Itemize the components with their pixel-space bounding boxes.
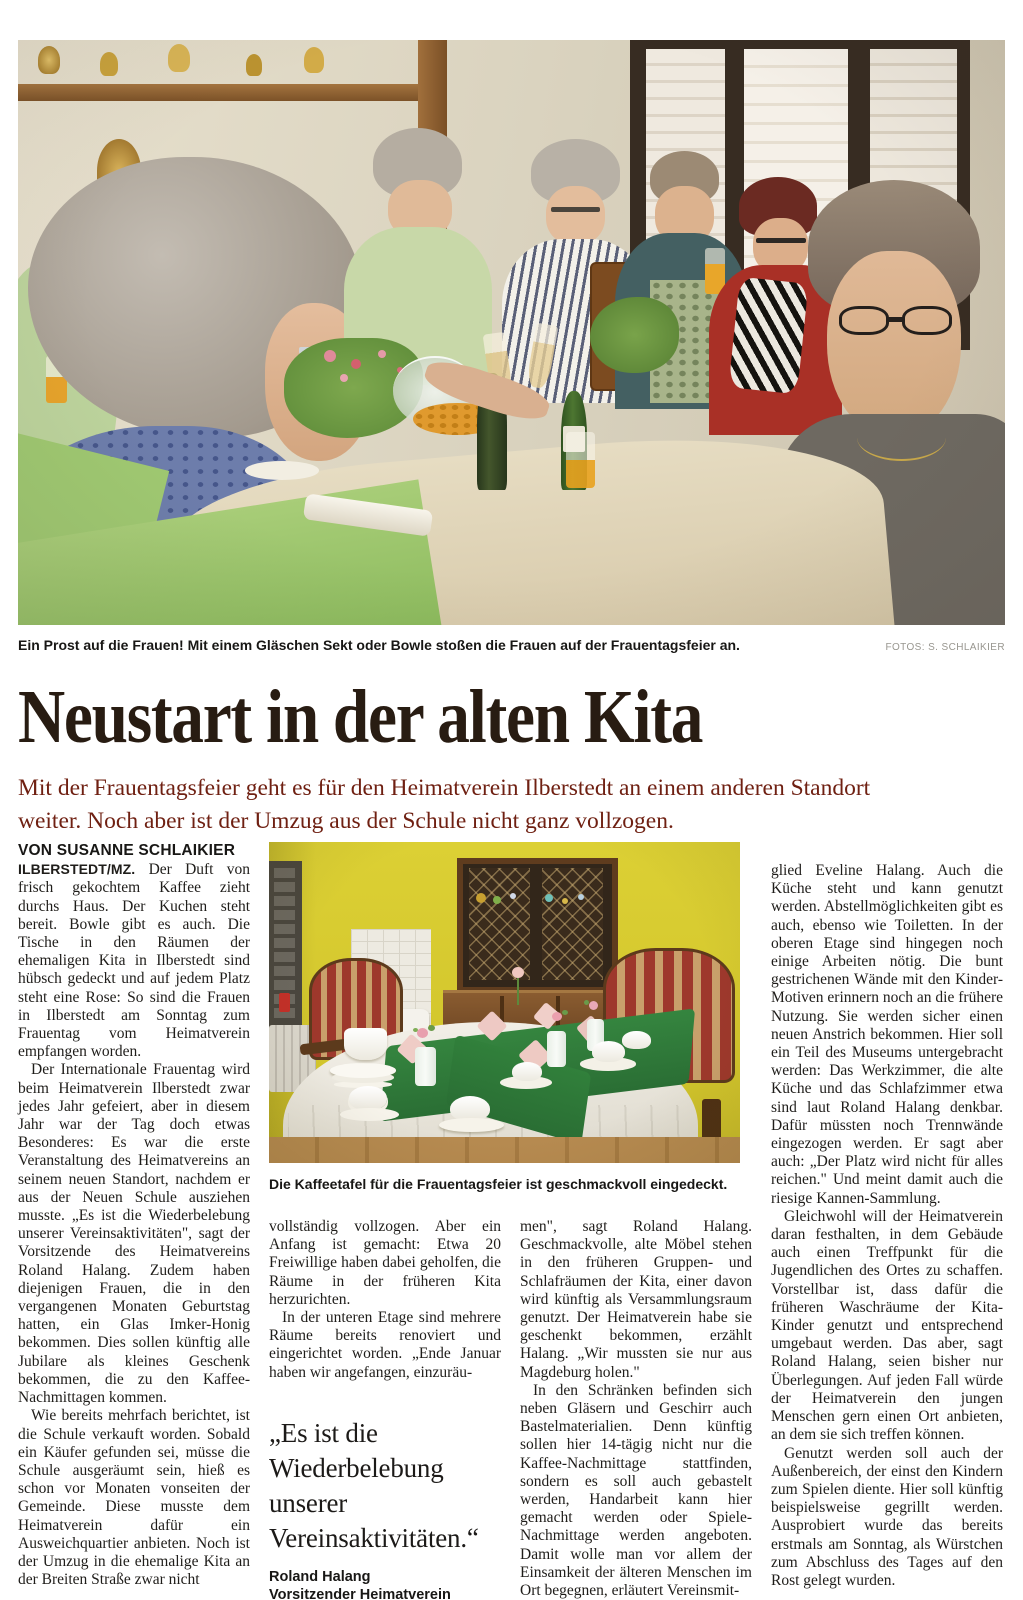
middle-figure-block [269,842,752,1218]
pull-quote-text: „Es ist die Wiederbelebung unserer Vereinsaktivitäten.“ [269,1417,479,1553]
paragraph: In der unteren Etage sind mehrere Räume bereits renoviert und eingerichtet worden. „Ende Januar haben wir angefangen, einzuräu- [269,1309,501,1381]
top-photo-caption-row [18,636,1005,654]
deck-line-2: weiter. Noch aber ist der Umzug aus der Schule nicht ganz vollzogen. [18,808,674,834]
top-photo-frauentagsfeier [18,40,1005,625]
pull-quote-role: Vorsitzender Heimatverein [269,1586,451,1600]
paragraph: vollständig vollzogen. Aber ein Anfang ist gemacht: Etwa 20 Freiwillige haben dabei geholfen, die Räume in der früheren Kita herzurichten. [269,1218,501,1308]
paragraph: Wie bereits mehrfach berichtet, ist die Schule verkauft worden. Sobald ein Käufer gefunden sei, müsse die Schule ausgeräumt sein, hieß es schon vor Monaten vonseiten der Gemeinde. Diese musste dem Heimatverein dafür ein Ausweichquartier anbieten. Noch ist der Umzug in die ehemalige Kita an der Breiten Straße zwar nicht [18,1407,250,1589]
photo-vignette [18,40,1005,625]
paragraph: men", sagt Roland Halang. Geschmackvolle, alte Möbel stehen in den früheren Gruppen- und Schlafräumen der Kita, einer davon wird künftig als Versammlungsraum genutzt. Der Heimatverein habe sie geschenkt bekommen, erzählt Halang. „Wir mussten sie nur aus Magdeburg holen." [520,1218,752,1381]
deck-line-1: Mit der Frauentagsfeier geht es für den Heimatverein Ilberstedt an einem anderen Standort [18,775,871,801]
paragraph: glied Eveline Halang. Auch die Küche steht und kann genutzt werden. Abstellmöglichkeiten gibt es auch, ebenso wie Toiletten. In der oberen Etage sind hingegen noch einige Arbeiten nötig. Die bunt gestrichenen Wände mit den Kinder-Motiven erinnern noch an die frühere Nutzung. Sie werden sicher einen neuen Anstrich bekommen. Hier soll ein Teil des Museums untergebracht werden: Das Werkzimmer, die alte Küche und das Schlafzimmer etwa sind laut Roland Halang denkbar. Dafür müssten noch Trennwände eingezogen werden. Er sagt aber auch: „Der Platz wird nicht für alles reichen." Und meint damit auch die riesige Kannen-Sammlung. [771,862,1003,1207]
article-column-4 [771,842,1003,1600]
photo-vignette [269,842,740,1163]
article-column-3 [520,1218,752,1600]
photo-credit: FOTOS: S. SCHLAIKIER [885,642,1005,653]
pull-quote-author: Roland Halang [269,1568,371,1585]
dateline: ILBERSTEDT/MZ. [18,861,136,878]
paragraph: Genutzt werden soll auch der Außenbereich, der einst den Kindern zum Spielen diente. Hier soll künftig beispielsweise gegrillt werden. Ausprobiert wurde das bereits erstmals am Sonntag, als Würstchen zum Abschluss des Tages auf den Rost gelegt wurden. [771,1444,1003,1589]
top-photo-caption: Ein Prost auf die Frauen! Mit einem Gläschen Sekt oder Bowle stoßen die Frauen auf der Frauentagsfeier an. [18,637,740,653]
paragraph: Gleichwohl will der Heimatverein daran festhalten, in dem Gebäude auch einen Treffpunkt für die Jugendlichen des Ortes zu schaffen. Vorstellbar ist, dass dafür die früheren Waschräume der Kita-Kinder genutzt und entsprechend umgebaut werden. Das aber, sagt Roland Halang, seien bisher nur Überlegungen. Auf jeden Fall würde der Heimatverein den jungen Menschen gern einen Ort anbieten, an dem sie sich treffen können. [771,1207,1003,1444]
middle-photo-caption: Die Kaffeetafel für die Frauentagsfeier ist geschmackvoll eingedeckt. [269,1176,728,1192]
paragraph [18,860,250,1061]
article-column-2 [269,1218,501,1600]
article-columns [18,842,1005,1600]
paragraph-text: Der Duft von frisch gekochtem Kaffee zieht durchs Haus. Der Kuchen steht bereit. Bowle gibt es auch. Die Tische in den Räumen der ehemaligen Kita in Ilberstedt sind hübsch gedeckt und auf jedem Platz steht eine Rose: So sind die Frauen in Ilberstedt am Sonntag zum Frauentag vom Heimatverein empfangen worden. [18,861,250,1061]
byline: VON SUSANNE SCHLAIKIER [18,842,236,859]
paragraph: Der Internationale Frauentag wird beim Heimatverein Ilberstedt zwar jedes Jahr gefeiert, aber in diesem Jahr war der Tag doch etwas Besonderes: Es war die erste Veranstaltung des Heimatvereins an seinem neuen Standort, nachdem er aus der Neuen Schule ausziehen musste. „Es ist die Wiederbelebung unserer Vereinsaktivitäten", sagt der Vorsitzende des Heimatvereins Roland Halang. Zudem haben diejenigen Frauen, die in den vergangenen Monaten Geburtstag hatten, ein Glas Imker-Honig bekommen. Dies sollen künftig alle Jubilare als kleines Geschenk bekommen, die zu den Kaffee-Nachmittagen kommen. [18,1061,250,1407]
headline: Neustart in der alten Kita [18,675,703,759]
article-column-1 [18,842,250,1600]
middle-photo-kaffeetafel [269,842,740,1163]
deck [18,772,993,838]
pull-quote [269,1416,501,1600]
paragraph: In den Schränken befinden sich neben Gläsern und Geschirr auch Bastelmaterialien. Denn künftig sollen hier 14-tägig nicht nur die Kaffee-Nachmittage stattfinden, sondern es soll auch gebastelt werden, Handarbeit kann hier gemacht werden oder Spiele-Nachmittage werden angeboten. Damit wolle man vor allem der Einsamkeit der älteren Menschen im Ort begegnen, erläutert Vereinsmit- [520,1381,752,1600]
